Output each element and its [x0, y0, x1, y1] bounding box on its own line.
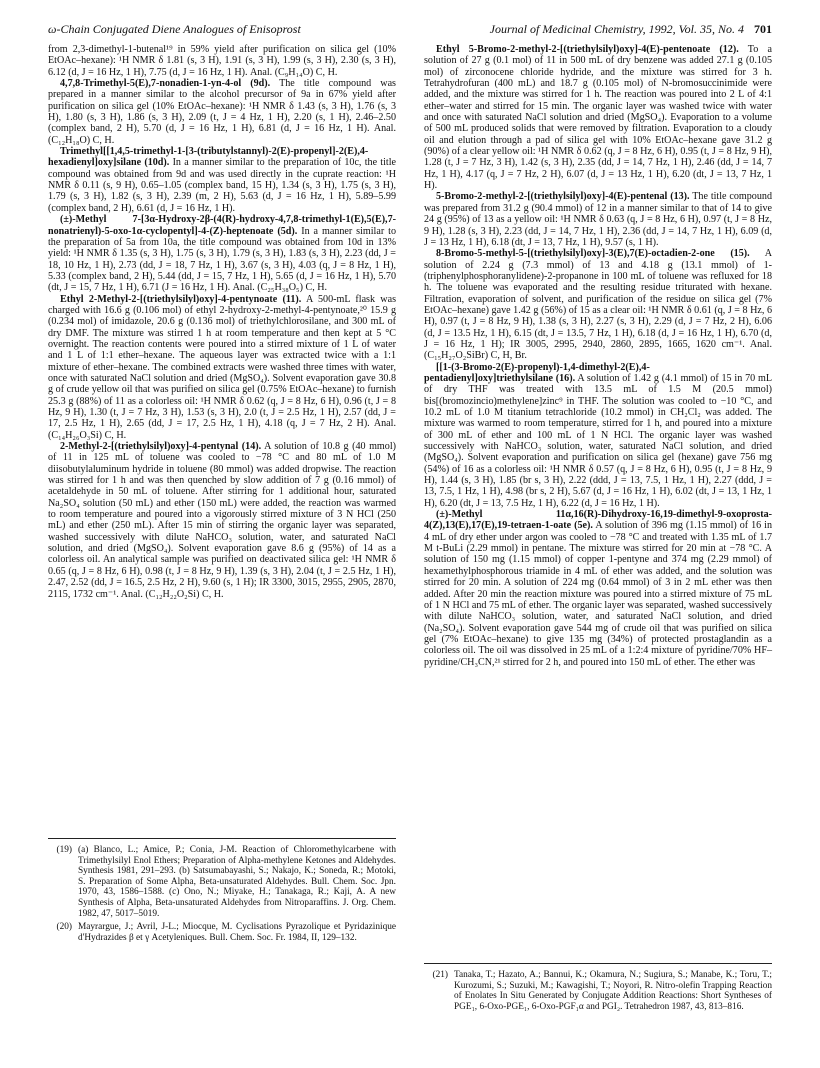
reference-text: (a) Blanco, L.; Amice, P.; Conia, J-M. Reaction of Chloromethylcarbene with Trimethylsilyl Enol Ethers; Preparation of Alpha-methylene Ketones and Aldehydes. Synthesis 1981, 291–293. (b) Satsumabayashi, S.; Nakajo, K.; Soneda, R.; Motoki, S. Preparation of Some Alpha, Beta-unsaturated Aldehydes. Bull. Chem. Soc. Jpn. 1970, 43, 1586–1588. (c) Ono, N.; Miyake, H.; Tanakaga, R.; Kaji, A. A new Synthesis of Alpha, Beta-unsaturated Aldehydes from Nitroparaffins. J. Org. Chem. 1982, 47, 5017–5019. [78, 845, 396, 919]
footnote-references-left [48, 838, 396, 946]
paragraph [424, 509, 772, 668]
footnote-references-right [424, 963, 772, 1015]
compound-title: 8-Bromo-5-methyl-5-[(triethylsilyl)oxy]-3(E),7(E)-octadien-2-one (15). [436, 248, 750, 260]
reference-entry [48, 845, 396, 919]
reference-number: (19) [56, 845, 72, 855]
paragraph-body: The title compound was prepared in a manner similar to the alcohol precursor of 9a in 67% yield after purification on silica gel (10% EtOAc–hexane): ¹H NMR δ 1.43 (s, 3 H), 1.76 (s, 3 H), 1.80 (s, 3 H), 1.86 (s, 3 H), 2.09 (t, J = 4 Hz, 1 H), 2.20 (s, 1 H), 2.46–2.50 (complex band, 2 H), 5.70 (d, J = 16 Hz, 1 H), 6.81 (d, J = 16 Hz, 1 H). Anal. (C₁₂H₁₈O) C, H. [48, 78, 396, 146]
paragraph [48, 44, 396, 78]
paragraph [48, 214, 396, 293]
paragraph [424, 44, 772, 191]
left-text-column [48, 44, 396, 600]
compound-title: (±)-Methyl 7-[3α-Hydroxy-2β-(4(R)-hydroxy-4,7,8-trimethyl-1(E),5(E),7-nonatrienyl)-5-oxo-1α-cyclopentyl]-4-(Z)-heptenoate (5d). [48, 214, 396, 237]
compound-title: Trimethyl[[1,4,5-trimethyl-1-[3-(tributylstannyl)-2(E)-propenyl]-2(E),4-hexadienyl]oxy]silane (10d). [48, 146, 369, 169]
paragraph-body: A 500-mL flask was charged with 16.6 g (0.106 mol) of ethyl 2-hydroxy-2-methyl-4-pentynoate,²⁰ 15.9 g (0.234 mol) of imidazole, 20.6 g (0.136 mol) of triethylchlorosilane, and 300 mL of dry DMF. The mixture was stirred 1 h at room temperature and then kept at 5 °C overnight. The reaction contents were poured into a stirred mixture of 1 L of water and 1 L of 1:1 ether–hexane. The aqueous layer was extracted twice with a 1:1 mixture of ether–hexane. The combined extracts were washed three times with water, once with saturated NaCl solution and dried (MgSO₄). Solvent evaporation gave 30.8 g of crude yellow oil that was purified on silica gel (0.75% EtOAc–hexane) to furnish 25.3 g (88%) of 11 as a colorless oil: ¹H NMR δ 0.62 (q, J = 8 Hz, 6 H), 0.96 (t, J = 8 Hz, 9 H), 1.30 (t, J = 7 Hz, 3 H), 1.53 (s, 3 H), 2.0 (t, J = 2.5 Hz, 1 H), 2.57 (dd, J = 17, 2.5 Hz, 1 H), 2.65 (dd, J = 17, 2.5 Hz, 1 H), 4.18 (q, J = 7 Hz, 2 H). Anal. (C₁₄H₂₆O₃Si) C, H. [48, 293, 396, 441]
compound-title: 5-Bromo-2-methyl-2-[(triethylsilyl)oxy]-4(E)-pentenal (13). [436, 191, 690, 203]
compound-title: 2-Methyl-2-[(triethylsilyl)oxy]-4-pentynal (14). [60, 441, 262, 453]
page-number: 701 [754, 22, 772, 36]
paragraph-body: from 2,3-dimethyl-1-butenal¹⁹ in 59% yield after purification on silica gel (10% EtOAc–hexane): ¹H NMR δ 1.81 (s, 3 H), 1.91 (s, 3 H), 1.99 (s, 3 H), 2.30 (s, 3 H), 6.12 (d, J = 16 Hz, 1 H), 7.75 (d, J = 16 Hz, 1 H). Anal. (C₉H₁₄O) C, H. [48, 44, 396, 78]
paragraph-body: A solution of 2.24 g (7.3 mmol) of 13 and 4.18 g (13.1 mmol) of 1-(triphenylphosphoranylidene)-2-propanone in 100 mL of toluene was refluxed for 18 h. The toluene was evaporated and the resulting residue triturated with hexane. Filtration, evaporation of solvent, and purification of the residue on silica gel (7% EtOAc–hexane) gave 1.42 g (56%) of 15 as a clear oil: ¹H NMR δ 0.61 (q, J = 8 Hz, 6 H), 0.97 (t, J = 8 Hz, 9 H), 1.38 (s, 3 H), 2.27 (s, 3 H), 2.29 (d, J = 7 Hz, 2 H), 6.06 (d, J = 13.5 Hz, 1 H), 6.15 (dt, J = 13.5, 7 Hz, 1 H), 6.18 (d, J = 16 Hz, 1 H), 6.70 (d, J = 16 Hz, 1 H); IR 3005, 2995, 2940, 2860, 2895, 1665, 1620 cm⁻¹. Anal. (C₁₅H₂₇O₂SiBr) C, H, Br. [424, 248, 772, 362]
paragraph [48, 441, 396, 600]
compound-title: (±)-Methyl 11α,16(R)-Dihydroxy-16,19-dimethyl-9-oxoprosta-4(Z),13(E),17(E),19-tetraen-1-oate (5e). [424, 509, 772, 532]
running-header-journal [490, 22, 772, 37]
reference-entry [48, 922, 396, 943]
paragraph-body: In a manner similar to the preparation of 5a from 10a, the title compound was obtained from 10d in 13% yield: ¹H NMR δ 1.35 (s, 3 H), 1.75 (s, 3 H), 1.79 (s, 3 H), 1.83 (s, 3 H), 2.23 (dd, J = 18, 10 Hz, 1 H), 2.73 (dd, J = 18, 7 Hz, 1 H), 3.67 (s, 3 H), 4.03 (q, J = 8 Hz, 1 H), 5.33 (complex band, 2 H), 5.44 (dd, J = 15, 7 Hz, 1 H), 5.65 (d, J = 16 Hz, 1 H), 5.70 (dt, J = 15, 7 Hz, 1 H), 6.71 (J = 16 Hz, 1 H). Anal. (C₂₅H₃₈O₅) C, H. [48, 225, 396, 294]
reference-text: Tanaka, T.; Hazato, A.; Bannui, K.; Okamura, N.; Sugiura, S.; Manabe, K.; Toru, T.; Kurozumi, S.; Suzuki, M.; Kawagishi, T.; Noyori, R. Nitro-olefin Trapping Reaction of Enolates In Situ Generated by Conjugate Addition Reactions: Short Syntheses of PGE₁, 6-Oxo-PGE₁, 6-Oxo-PGF₁α and PGI₂. Tetrahedron 1987, 43, 813–816. [454, 970, 772, 1012]
reference-number: (21) [432, 970, 448, 980]
paragraph-body: A solution of 396 mg (1.15 mmol) of 16 in 4 mL of dry ether under argon was cooled to −78 °C and treated with 1.35 mL of 1.7 M t-BuLi (2.29 mmol) in pentane. The mixture was stirred for 20 min at −78 °C. A solution of 150 mg (1.15 mmol) of copper 1-pentyne and 374 mg (2.29 mmol) of hexamethylphosphorous triamide in 4 mL of ether was added, and the solution was stirred for 20 min. A solution of 224 mg (0.64 mmol) of 3 in 2 mL ether was then added. After 20 min the reaction mixture was poured into a stirred mixture of 75 mL of 1 N HCl and 75 mL of ether. The organic layer was separated, washed successively with dilute NaHCO₃ solution, water, and saturated NaCl solution, and dried (Na₂SO₄). Solvent evaporation gave 544 mg of crude oil that was purified on silica gel (7% EtOAc–hexane) to give 135 mg (34%) of protected prostaglandin as a colorless oil. The oil was dissolved in 25 mL of a 1:2:4 mixture of pyridine/70% HF–pyridine/CH₃CN,²¹ stirred for 2 h, and poured into 150 mL of ether. The ether was [424, 520, 773, 668]
paragraph [48, 294, 396, 441]
reference-number: (20) [56, 922, 72, 933]
paragraph-body: In a manner similar to the preparation of 10c, the title compound was obtained from 9d and was used directly in the cuprate reaction: ¹H NMR δ 0.11 (s, 9 H), 0.65–1.05 (complex band, 15 H), 1.34 (s, 3 H), 1.75 (s, 3 H), 1.79 (s, 3 H), 1.82 (s, 3 H), 2.39 (m, 2 H), 5.63 (d, J = 16 Hz, 1 H), 5.89–5.99 (complex band, 2 H), 6.61 (d, J = 16 Hz, 1 H). [48, 157, 396, 214]
journal-citation: Journal of Medicinal Chemistry, 1992, Vol. 35, No. 4 [489, 22, 744, 36]
compound-title: Ethyl 2-Methyl-2-[(triethylsilyl)oxy]-4-pentynoate (11). [60, 293, 302, 305]
reference-entry [424, 970, 772, 1012]
right-text-column [424, 44, 772, 668]
compound-title: 4,7,8-Trimethyl-5(E),7-nonadien-1-yn-4-ol (9d). [60, 78, 271, 90]
compound-title: [[1-(3-Bromo-2(E)-propenyl)-1,4-dimethyl-2(E),4-pentadienyl]oxy]triethylsilane (16). [424, 361, 650, 384]
paragraph-body: A solution of 10.8 g (40 mmol) of 11 in 125 mL of toluene was cooled to −78 °C and 80 mL of 1.0 M diisobutylaluminum hydride in toluene (80 mmol) was added dropwise. The reaction was stirred for 1 h and was then quenched by slow addition of 7 g (0.16 mmol) of acetaldehyde in 50 mL of toluene. After stirring for 1 additional hour, saturated Na₂SO₄ solution (50 mL) and ether (150 mL) were added, the reaction was warmed to room temperature and poured into a vigorously stirred mixture of 3 N HCl (250 mL) and ether (250 mL). After 15 min of stirring the organic layer was separated, washed successively with dilute NaHCO₃ solution, water, and saturated NaCl solution, and dried (MgSO₄). Solvent evaporation gave 8.6 g (95%) of 14 as a colorless oil. An analytical sample was purified on deactivated silica gel: ¹H NMR δ 0.65 (q, J = 8 Hz, 6 H), 0.98 (t, J = 8 Hz, 9 H), 1.39 (s, 3 H), 2.04 (t, J = 2.5 Hz, 1 H), 2.47, 2.52 (dd, J = 16.5, 2.5 Hz, 2 H), 9.60 (s, 1 H); IR 3300, 3015, 2955, 2905, 2870, 2115, 1732 cm⁻¹. Anal. (C₁₂H₂₂O₂Si) C, H. [48, 441, 396, 600]
running-header-title: ω-Chain Conjugated Diene Analogues of Enisoprost [48, 22, 301, 36]
paragraph [424, 362, 772, 509]
paragraph [48, 146, 396, 214]
paragraph [48, 78, 396, 146]
paragraph [424, 248, 772, 361]
reference-text: Mayrargue, J.; Avril, J-L.; Miocque, M. Cyclisations Pyrazolique et Pyridazinique d'Hydrazides β et γ Acetyleniques. Bull. Chem. Soc. Fr. 1984, II, 129–132. [78, 922, 396, 943]
paragraph-body: A solution of 1.42 g (4.1 mmol) of 15 in 70 mL of dry THF was treated with 13.5 mL of 1.5 M (20.5 mmol) bis[(bromozincio)methylene]zinc⁹ in THF. The solution was cooled to −10 °C, and 10.2 mL of 1.0 M titanium tetrachloride (10.2 mmol) in CH₂Cl₂ was added. The mixture was warmed to room temperature, stirred for 1 h, and poured into a mixture of 300 mL of ether and 100 mL of 1 N HCl. The organic layer was washed successively with NaHCO₃ solution, water, saturated NaCl solution, and dried (MgSO₄). Solvent evaporation and purification on silica gel (hexane) gave 756 mg (54%) of 16 as a colorless oil: ¹H NMR δ 0.57 (q, J = 8 Hz, 6 H), 0.95 (t, J = 8 Hz, 9 H), 1.44 (s, 3 H), 1.85 (br s, 3 H), 2.22 (ddd, J = 13, 7.5, 1 Hz, 1 H), 2.27 (ddd, J = 13, 7.5, 1 Hz, 1 H), 4.98 (br s, 2 H), 5.67 (d, J = 16 Hz, 1 H), 6.02 (dt, J = 13, 1 Hz, 1 H), 6.20 (dt, J = 13, 7.5 Hz, 1 H), 6.22 (d, J = 16 Hz, 1 H). [424, 372, 772, 509]
paragraph [424, 191, 772, 248]
paragraph-body: To a solution of 27 g (0.1 mol) of 11 in 500 mL of dry benzene was added 27.1 g (0.105 mol) of zirconocene chloride hydride, and the mixture was stirred for 3 h. Tetrahydrofuran (400 mL) and 18.7 g (0.105 mol) of N-bromosuccinimide were added, and the mixture was stirred for 1 h. The reaction was poured into 2 L of 4:1 ether–water and stirred for 15 min. The organic layer was washed twice with water and once with saturated NaCl solution and dried (MgSO₄). Evaporation to a volume of 500 mL produced solids that were removed by filtration. Evaporation to a cloudy oil and elution through a pad of silica gel with 10% EtOAc–hexane gave 31.2 g (90%) of a clear yellow oil: ¹H NMR δ 0.62 (q, J = 8 Hz, 6 H), 0.95 (t, J = 8 Hz, 9 H), 1.28 (t, J = 7 Hz, 3 H), 1.42 (s, 3 H), 2.35 (dd, J = 14, 7 Hz, 1 H), 2.46 (dd, J = 14, 7 Hz, 1 H), 4.17 (q, J = 7 Hz, 2 H), 6.07 (d, J = 13 Hz, 1 H), 6.20 (dt, J = 13, 7 Hz, 1 H). [424, 44, 772, 192]
compound-title: Ethyl 5-Bromo-2-methyl-2-[(triethylsilyl)oxy]-4(E)-pentenoate (12). [436, 44, 739, 55]
paragraph-body: The title compound was prepared from 31.2 g (90.4 mmol) of 12 in a manner similar to that of 14 to give 24 g (95%) of 13 as a yellow oil: ¹H NMR δ 0.63 (q, J = 8 Hz, 6 H), 0.97 (t, J = 8 Hz, 9 H), 1.28 (s, 3 H), 2.23 (dd, J = 14, 7 Hz, 1 H), 2.36 (dd, J = 14, 7 Hz, 1 H), 6.09 (d, J = 13 Hz, 1 H), 6.18 (dt, J = 13, 7 Hz, 1 H), 9.57 (s, 1 H). [424, 191, 772, 248]
